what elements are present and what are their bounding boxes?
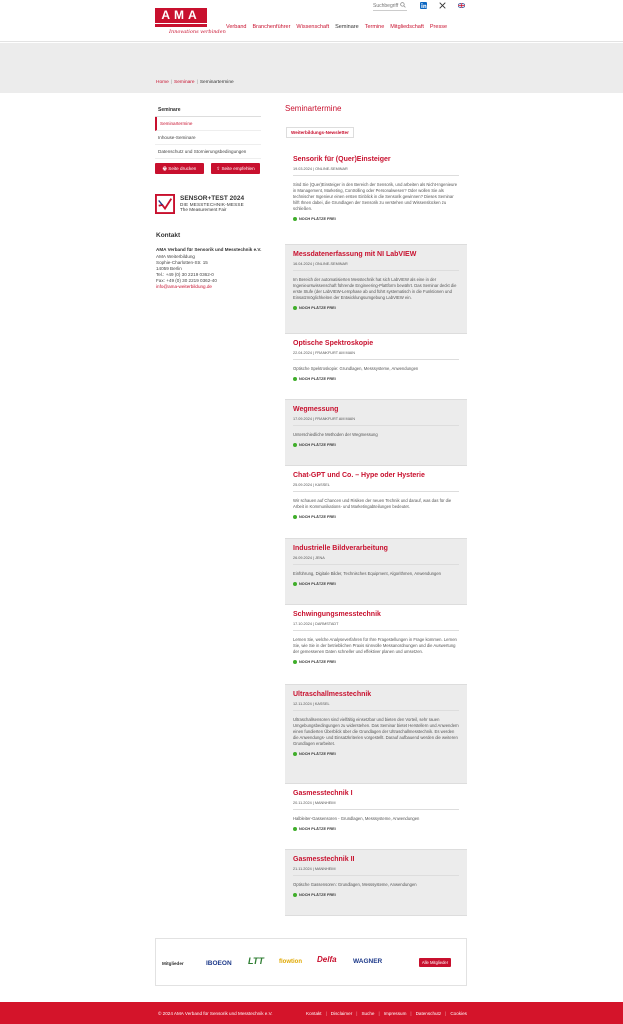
logo-tagline: Innovations verbinden <box>169 29 226 35</box>
footer-links: Kontakt | Disclaimer | Suche | Impressum | Datenschutz | Cookies <box>306 1011 467 1016</box>
seminar-status <box>293 827 459 831</box>
sensor-test-title: SENSOR+TEST 2024 <box>180 195 245 202</box>
uk-flag-icon[interactable] <box>458 2 465 9</box>
status-dot-icon <box>293 582 297 586</box>
seminar-status <box>293 660 459 664</box>
page-banner <box>0 43 623 93</box>
breadcrumb-seminare[interactable]: Seminare <box>174 80 195 85</box>
status-dot-icon <box>293 377 297 381</box>
sensor-test-banner[interactable] <box>155 194 265 218</box>
member-logo-delfa[interactable]: Delfa <box>317 955 337 964</box>
seminar-status <box>293 377 459 381</box>
seminar-status-label: NOCH PLÄTZE FREI <box>299 443 336 447</box>
sensor-test-subtitle: DIE MESSTECHNIK-MESSE <box>180 202 244 207</box>
logo-text: AMA <box>155 8 207 23</box>
sidebar-item-seminartermine[interactable]: Seminartermine <box>155 117 261 131</box>
seminar-meta: 16.04.2024 | ONLINE-SEMINAR <box>293 262 459 271</box>
newsletter-button[interactable]: Weiterbildungs-Newsletter <box>286 127 354 138</box>
seminar-title[interactable]: Messdatenerfassung mit NI LabVIEW <box>293 251 417 258</box>
member-logo-flowtion[interactable]: flowtion <box>279 959 302 965</box>
seminar-card[interactable] <box>285 334 467 400</box>
seminar-status-label: NOCH PLÄTZE FREI <box>299 827 336 831</box>
sidebar-menu <box>155 104 261 159</box>
seminar-card[interactable] <box>285 245 467 334</box>
seminar-title[interactable]: Optische Spektroskopie <box>293 340 374 347</box>
status-dot-icon <box>293 443 297 447</box>
sensor-test-logo-icon <box>155 194 175 214</box>
seminar-status <box>293 893 459 897</box>
seminar-title[interactable]: Schwingungsmesstechnik <box>293 611 381 618</box>
breadcrumb: Home | Seminare | Seminartermine <box>156 80 234 85</box>
recommend-button-label: Seite empfehlen <box>221 166 255 171</box>
page-title: Seminartermine <box>285 104 342 113</box>
site-header <box>0 0 623 42</box>
site-footer <box>0 1002 623 1024</box>
seminar-desc: Sind Sie (Quer)Einsteiger in den Bereich der Sensorik, und arbeiten als Nicht-Ingenieure in Management, Marketing, Controlling oder Personalwesen? Oder wollen Sie als technischer Ingenieur einen ersten Einblick in die Sensorik gewinnen? Dieses Seminar hilft Ihnen dabei, die Grundlagen der Sensorik zu verstehen und Wissenslücken zu schließen. <box>293 182 458 211</box>
status-dot-icon <box>293 515 297 519</box>
seminar-card[interactable] <box>285 850 467 916</box>
seminar-status-label: NOCH PLÄTZE FREI <box>299 515 336 519</box>
footer-link-datenschutz[interactable]: Datenschutz <box>415 1011 442 1016</box>
member-logo-wagner[interactable]: WAGNER <box>353 958 383 965</box>
footer-copyright: © 2024 AMA Verband für Sensorik und Messtechnik e.V. <box>158 1011 273 1016</box>
seminar-status <box>293 515 459 519</box>
seminar-desc: Unterschiedliche Methoden der Wegmessung <box>293 432 378 437</box>
seminar-meta: 17.10.2024 | DARMSTADT <box>293 622 459 631</box>
seminar-title[interactable]: Gasmesstechnik II <box>293 856 355 863</box>
footer-link-cookies[interactable]: Cookies <box>450 1011 467 1016</box>
seminar-meta: 17.09.2024 | FRANKFURT AM MAIN <box>293 417 459 426</box>
seminar-card[interactable] <box>285 605 467 685</box>
x-icon[interactable] <box>439 2 446 9</box>
logo-bar <box>155 24 207 27</box>
seminar-title[interactable]: Gasmesstechnik I <box>293 790 353 797</box>
seminar-status-label: NOCH PLÄTZE FREI <box>299 217 336 221</box>
contact-org: AMA Verband für Sensorik und Messtechnik e.V. <box>156 247 262 252</box>
recommend-button[interactable] <box>211 163 260 174</box>
seminar-desc: Lernen Sie, welche Analyseverfahren für Ihre Fragestellungen in Frage kommen. Lernen Sie, wie Sie in der betrieblichen Praxis sinnvolle Messanordnungen und die Auswertung der gemessenen Daten schneller und effektiver planen und umsetzen. <box>293 637 457 654</box>
printer-icon: 🖶 <box>162 166 169 171</box>
seminar-status-label: NOCH PLÄTZE FREI <box>299 306 336 310</box>
seminar-status-label: NOCH PLÄTZE FREI <box>299 377 336 381</box>
seminar-desc: Optische Spektroskopie: Grundlagen, Messsysteme, Anwendungen <box>293 366 419 371</box>
seminar-meta: 20.11.2024 | MANNHEIM <box>293 801 459 810</box>
footer-link-suche[interactable]: Suche <box>361 1011 375 1016</box>
member-logo-ltt[interactable]: LTT <box>248 956 264 966</box>
share-icon: ⇪ <box>216 166 222 171</box>
status-dot-icon <box>293 660 297 664</box>
search-icon[interactable] <box>400 2 406 8</box>
seminar-status-label: NOCH PLÄTZE FREI <box>299 660 336 664</box>
status-dot-icon <box>293 217 297 221</box>
sensor-test-english: The Measurement Fair <box>180 207 227 212</box>
seminar-card[interactable] <box>285 400 467 466</box>
seminar-meta: 26.09.2024 | JENA <box>293 556 459 565</box>
seminar-card[interactable] <box>285 685 467 784</box>
members-strip <box>155 938 467 986</box>
contact-line: 14059 Berlin <box>156 266 182 271</box>
contact-phone[interactable]: Tel.: +49 (0) 30 2219 0362-0 <box>156 272 214 277</box>
members-label: Mitglieder <box>162 961 184 966</box>
seminar-title[interactable]: Sensorik für (Quer)Einsteiger <box>293 156 391 163</box>
seminar-meta: 25.09.2024 | KASSEL <box>293 483 459 492</box>
ama-logo[interactable] <box>155 8 226 38</box>
sidebar-item-inhouse[interactable]: Inhouse-Seminare <box>155 131 261 145</box>
nav-item-branchenfuehrer[interactable]: Branchenführer <box>252 24 291 30</box>
contact-email-link[interactable]: info@ama-weiterbildung.de <box>156 284 212 289</box>
seminar-meta: 19.03.2024 | ONLINE-SEMINAR <box>293 167 459 176</box>
seminar-status-label: NOCH PLÄTZE FREI <box>299 893 336 897</box>
footer-link-disclaimer[interactable]: Disclaimer <box>330 1011 353 1016</box>
print-button-label: Seite drucken <box>168 166 197 171</box>
print-button[interactable] <box>155 163 204 174</box>
contact-heading: Kontakt <box>156 232 181 239</box>
seminar-status <box>293 582 459 586</box>
sidebar-menu-title[interactable]: Seminare <box>155 104 261 117</box>
seminar-desc: Optische Gassensoren: Grundlagen, Messsysteme, Anwendungen <box>293 882 417 887</box>
seminar-status <box>293 752 459 756</box>
seminar-status <box>293 443 459 447</box>
breadcrumb-current: Seminartermine <box>199 80 234 85</box>
nav-item-seminare[interactable]: Seminare <box>335 24 359 30</box>
seminar-title[interactable]: Chat-GPT und Co. – Hype oder Hysterie <box>293 472 425 479</box>
nav-item-verband[interactable]: Verband <box>226 24 247 30</box>
status-dot-icon <box>293 752 297 756</box>
seminar-title[interactable]: Ultraschallmesstechnik <box>293 691 372 698</box>
contact-line: AMA Weiterbildung <box>156 254 195 259</box>
breadcrumb-home[interactable]: Home <box>156 80 169 85</box>
seminar-status-label: NOCH PLÄTZE FREI <box>299 582 336 586</box>
seminar-desc: Wir schauen auf Chancen und Risiken der neuen Technik und darauf, was das für die Arbeit in Kommunikations- und Marketingabteilungen bedeutet. <box>293 498 452 509</box>
contact-fax: Fax: +49 (0) 30 2219 0362-40 <box>156 278 217 283</box>
nav-item-mitgliedschaft[interactable]: Mitgliedschaft <box>390 24 424 30</box>
main-nav <box>226 24 453 30</box>
seminar-desc: Ultraschallsensoren sind vielfältig einsetzbar und bieten den Vorteil, sehr rauen Umgebungsbedingungen zu widerstehen. Das Seminar bietet Herstellern und Anwendern einen fundierten Überblick über die Grundlagen der Ultraschallmesstechnik. Es werden die Anwendungs- und Einsatzkriterien vorgestellt. Darauf aufbauend werden die weiteren Grundlagen erarbeitet. <box>293 717 459 746</box>
seminar-status <box>293 217 459 221</box>
seminar-card[interactable] <box>285 466 467 539</box>
contact-box <box>156 232 266 290</box>
seminar-meta: 12.11.2024 | KASSEL <box>293 702 459 711</box>
seminar-status-label: NOCH PLÄTZE FREI <box>299 752 336 756</box>
seminar-card[interactable] <box>285 150 467 245</box>
seminar-title[interactable]: Industrielle Bildverarbeitung <box>293 545 388 552</box>
seminar-meta: 22.04.2024 | FRANKFURT AM MAIN <box>293 351 459 360</box>
seminar-desc: Halbleiter-Gassensoren - Grundlagen, Messsysteme, Anwendungen <box>293 816 420 821</box>
nav-item-wissenschaft[interactable]: Wissenschaft <box>296 24 330 30</box>
seminar-meta: 21.11.2024 | MANNHEIM <box>293 867 459 876</box>
contact-line: Sophie-Charlotten-Str. 15 <box>156 260 208 265</box>
nav-item-termine[interactable]: Termine <box>364 24 385 30</box>
seminar-title[interactable]: Wegmessung <box>293 406 339 413</box>
seminar-card[interactable] <box>285 784 467 850</box>
seminar-card[interactable] <box>285 539 467 605</box>
footer-link-impressum[interactable]: Impressum <box>383 1011 407 1016</box>
member-logo-iboeon[interactable]: IBOEON <box>206 960 232 967</box>
status-dot-icon <box>293 893 297 897</box>
seminar-status <box>293 306 459 310</box>
seminar-desc: Einführung, Digitale Bilder, Technisches Equipment, Algorithmen, Anwendungen <box>293 571 441 576</box>
linkedin-icon[interactable] <box>420 2 427 9</box>
sidebar-item-datenschutz[interactable]: Datenschutz und Stornierungsbedingungen <box>155 145 261 159</box>
nav-item-presse[interactable]: Presse <box>429 24 448 30</box>
all-members-button[interactable]: Alle Mitglieder <box>419 958 451 967</box>
footer-link-kontakt[interactable]: Kontakt <box>306 1011 322 1016</box>
status-dot-icon <box>293 306 297 310</box>
main-content <box>285 104 467 139</box>
status-dot-icon <box>293 827 297 831</box>
seminar-desc: Im Bereich der automatisierten Messtechnik hat sich LabVIEW als eine in der Ingenieurswissenschaft führende Engineering-Plattform bewährt. Das Seminar deckt die erste Stufe (der LabVIEW-Lernphase ab und führt systematisch in die Funktionen und Einsatzmöglichkeiten der Entwicklungsumgebung LabVIEW ein. <box>293 277 457 300</box>
